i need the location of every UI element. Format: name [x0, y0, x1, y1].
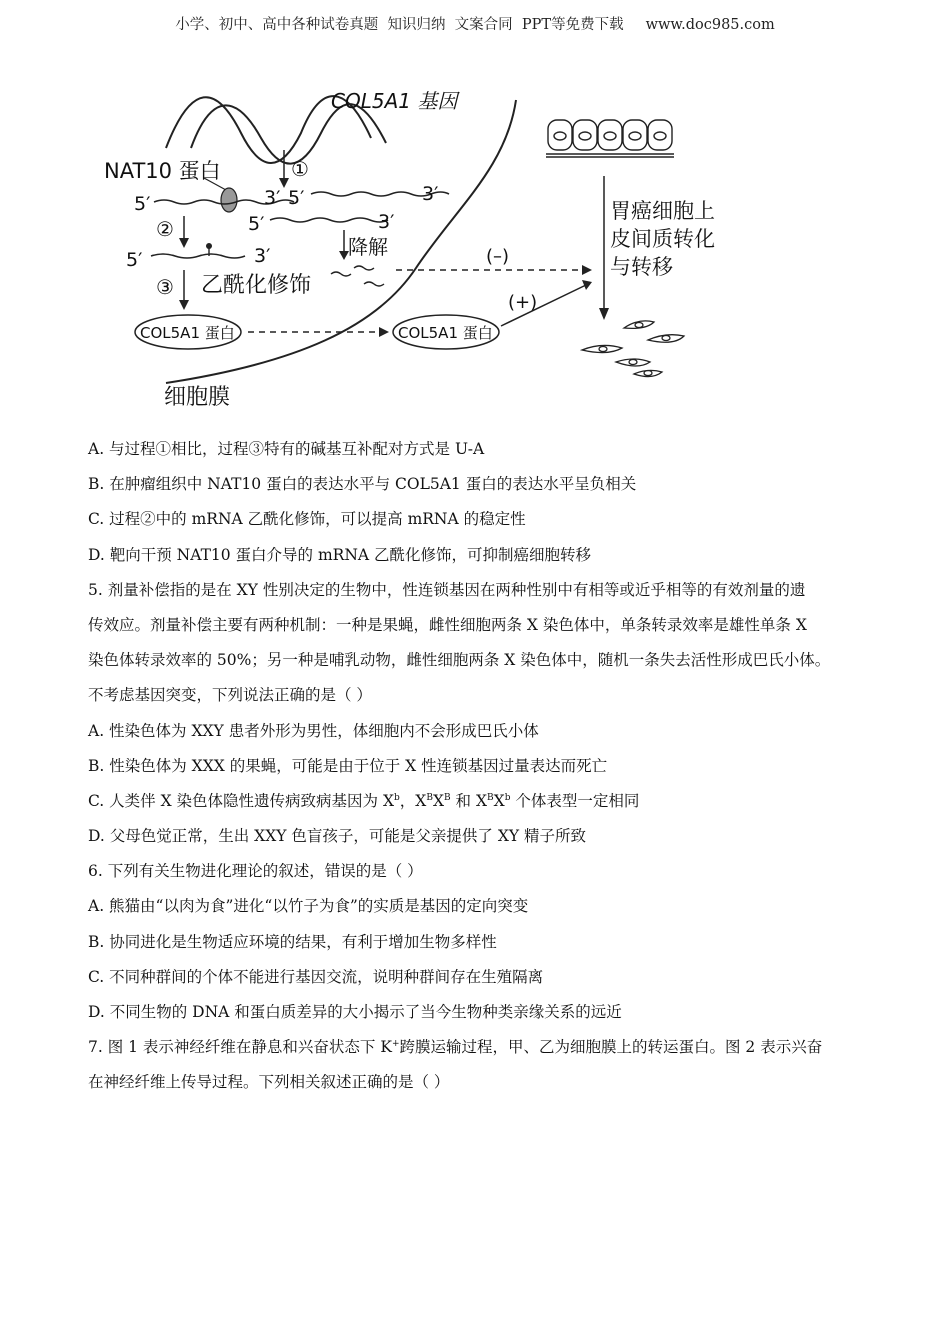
- q7-stem-sup: +: [391, 1039, 400, 1050]
- arrow-transport-head: [379, 327, 389, 337]
- arrow-inhibit-head: [582, 265, 592, 275]
- q5-c-sup-B2: B: [444, 792, 451, 803]
- outcome-line2: 皮间质转化: [610, 227, 715, 251]
- q5-c-X: X: [432, 791, 444, 810]
- q5-stem-line1: 5. 剂量补偿指的是在 XY 性别决定的生物中，性连锁基因在两种性别中有相等或近乎相等的有效剂量的遗: [88, 580, 806, 599]
- mrna4-3prime: 3′: [254, 245, 271, 267]
- q6-option-d: D. 不同生物的 DNA 和蛋白质差异的大小揭示了当今生物种类亲缘关系的远近: [88, 1003, 622, 1021]
- epithelial-cells: [546, 120, 674, 157]
- q7-stem-pre: 7. 图 1 表示神经纤维在静息和兴奋状态下 K: [88, 1038, 392, 1057]
- mrna4-5prime: 5′: [126, 249, 143, 271]
- q7-stem-line2: 在神经纤维上传导过程。下列相关叙述正确的是（ ）: [88, 1073, 450, 1092]
- q5-c-sup-B3: B: [487, 792, 494, 803]
- q4-option-c: C. 过程②中的 mRNA 乙酰化修饰，可以提高 mRNA 的稳定性: [88, 510, 526, 529]
- arrow-step3-head: [179, 300, 189, 310]
- page-header: [0, 13, 950, 34]
- degraded-fragment-1: [331, 272, 351, 276]
- header-text: 小学、初中、高中各种试卷真题 知识归纳 文案合同 PPT等免费下载: [175, 17, 624, 33]
- arrow-promote-head: [582, 280, 592, 290]
- q4-option-d: D. 靶向干预 NAT10 蛋白介导的 mRNA 乙酰化修饰，可抑制癌细胞转移: [88, 545, 592, 564]
- q6-option-c: C. 不同种群间的个体不能进行基因交流，说明种群间存在生殖隔离: [88, 967, 544, 986]
- gene-label: COL5A1 基因: [331, 89, 458, 113]
- mrna3-strand: [270, 218, 388, 222]
- q5-c-post: 个体表型一定相同: [510, 791, 640, 810]
- q5-option-b: B. 性染色体为 XXX 的果蝇，可能是由于位于 X 性连锁基因过量表达而死亡: [88, 756, 608, 775]
- mrna2-3prime: 3′: [422, 183, 439, 205]
- degrade-label: 降解: [348, 235, 388, 259]
- col5a1-protein-outer-label: COL5A1 蛋白: [398, 324, 493, 342]
- q7-stem-post: 跨膜运输过程，甲、乙为细胞膜上的转运蛋白。图 2 表示兴奋: [399, 1038, 823, 1057]
- nat10-protein-shape: [221, 188, 237, 212]
- mesenchymal-cells: [582, 321, 684, 377]
- q5-c-sup-b2: b: [504, 792, 511, 803]
- q5-c-and: 和 X: [450, 791, 488, 810]
- header-site: www.doc985.com: [645, 17, 775, 33]
- q5-c-pre: C. 人类伴 X 染色体隐性遗传病致病基因为 X: [88, 791, 395, 810]
- degraded-fragment-3: [364, 282, 384, 286]
- acetylation-label: 乙酰化修饰: [201, 273, 312, 298]
- figure-col5a1-diagram: [96, 78, 736, 418]
- question-content: [88, 432, 878, 1101]
- degraded-fragment-2: [354, 266, 374, 270]
- step1-label: ①: [291, 157, 309, 181]
- plus-sign: (+): [508, 292, 538, 313]
- q5-option-c: [88, 784, 878, 819]
- mrna4-strand: [151, 254, 245, 258]
- q5-c-sep: ，X: [399, 791, 427, 810]
- arrow-step2-head: [179, 238, 189, 248]
- q7-stem-line1: [88, 1030, 878, 1065]
- q5-stem-line3: 染色体转录效率的 50%；另一种是哺乳动物，雌性细胞两条 X 染色体中，随机一条失去活性形成巴氏小体。: [88, 651, 831, 670]
- mrna3-5prime: 5′: [248, 213, 265, 235]
- q5-option-a: A. 性染色体为 XXY 患者外形为男性，体细胞内不会形成巴氏小体: [88, 721, 539, 740]
- mrna2-5prime: 5′: [288, 187, 305, 209]
- q4-option-b: B. 在肿瘤组织中 NAT10 蛋白的表达水平与 COL5A1 蛋白的表达水平呈负相关: [88, 475, 637, 494]
- mrna1-3prime: 3′: [264, 187, 281, 209]
- outcome-line1: 胃癌细胞上: [610, 199, 715, 223]
- acetyl-mark-dot: [206, 243, 212, 249]
- q4-option-a: A. 与过程①相比，过程③特有的碱基互补配对方式是 U-A: [88, 440, 485, 458]
- q5-c-sup-b: b: [394, 792, 400, 803]
- membrane-label: 细胞膜: [164, 385, 231, 410]
- mrna1-5prime: 5′: [134, 193, 151, 215]
- mrna3-3prime: 3′: [378, 211, 395, 233]
- minus-sign: (–): [486, 246, 510, 267]
- q6-option-b: B. 协同进化是生物适应环境的结果，有利于增加生物多样性: [88, 932, 497, 951]
- diagram-svg: [96, 78, 736, 418]
- nat10-label: NAT10 蛋白: [104, 159, 221, 183]
- q5-c-X2: X: [493, 791, 505, 810]
- step2-label: ②: [156, 217, 174, 241]
- step3-label: ③: [156, 275, 174, 299]
- q6-option-a: A. 熊猫由“以肉为食”进化“以竹子为食”的实质是基因的定向突变: [88, 897, 529, 916]
- q5-c-sup-B1: B: [426, 792, 433, 803]
- arrow-outcome-head: [599, 308, 609, 320]
- outcome-line3: 与转移: [610, 255, 673, 279]
- q5-stem-line2: 传效应。剂量补偿主要有两种机制：一种是果蝇，雌性细胞两条 X 染色体中，单条转录效率是雄性单条 X: [88, 615, 807, 634]
- q5-stem-line4: 不考虑基因突变，下列说法正确的是（ ）: [88, 686, 372, 705]
- col5a1-protein-inner-label: COL5A1 蛋白: [140, 324, 235, 342]
- q6-stem: 6. 下列有关生物进化理论的叙述，错误的是（ ）: [88, 862, 423, 881]
- q5-option-d: D. 父母色觉正常，生出 XXY 色盲孩子，可能是父亲提供了 XY 精子所致: [88, 827, 587, 846]
